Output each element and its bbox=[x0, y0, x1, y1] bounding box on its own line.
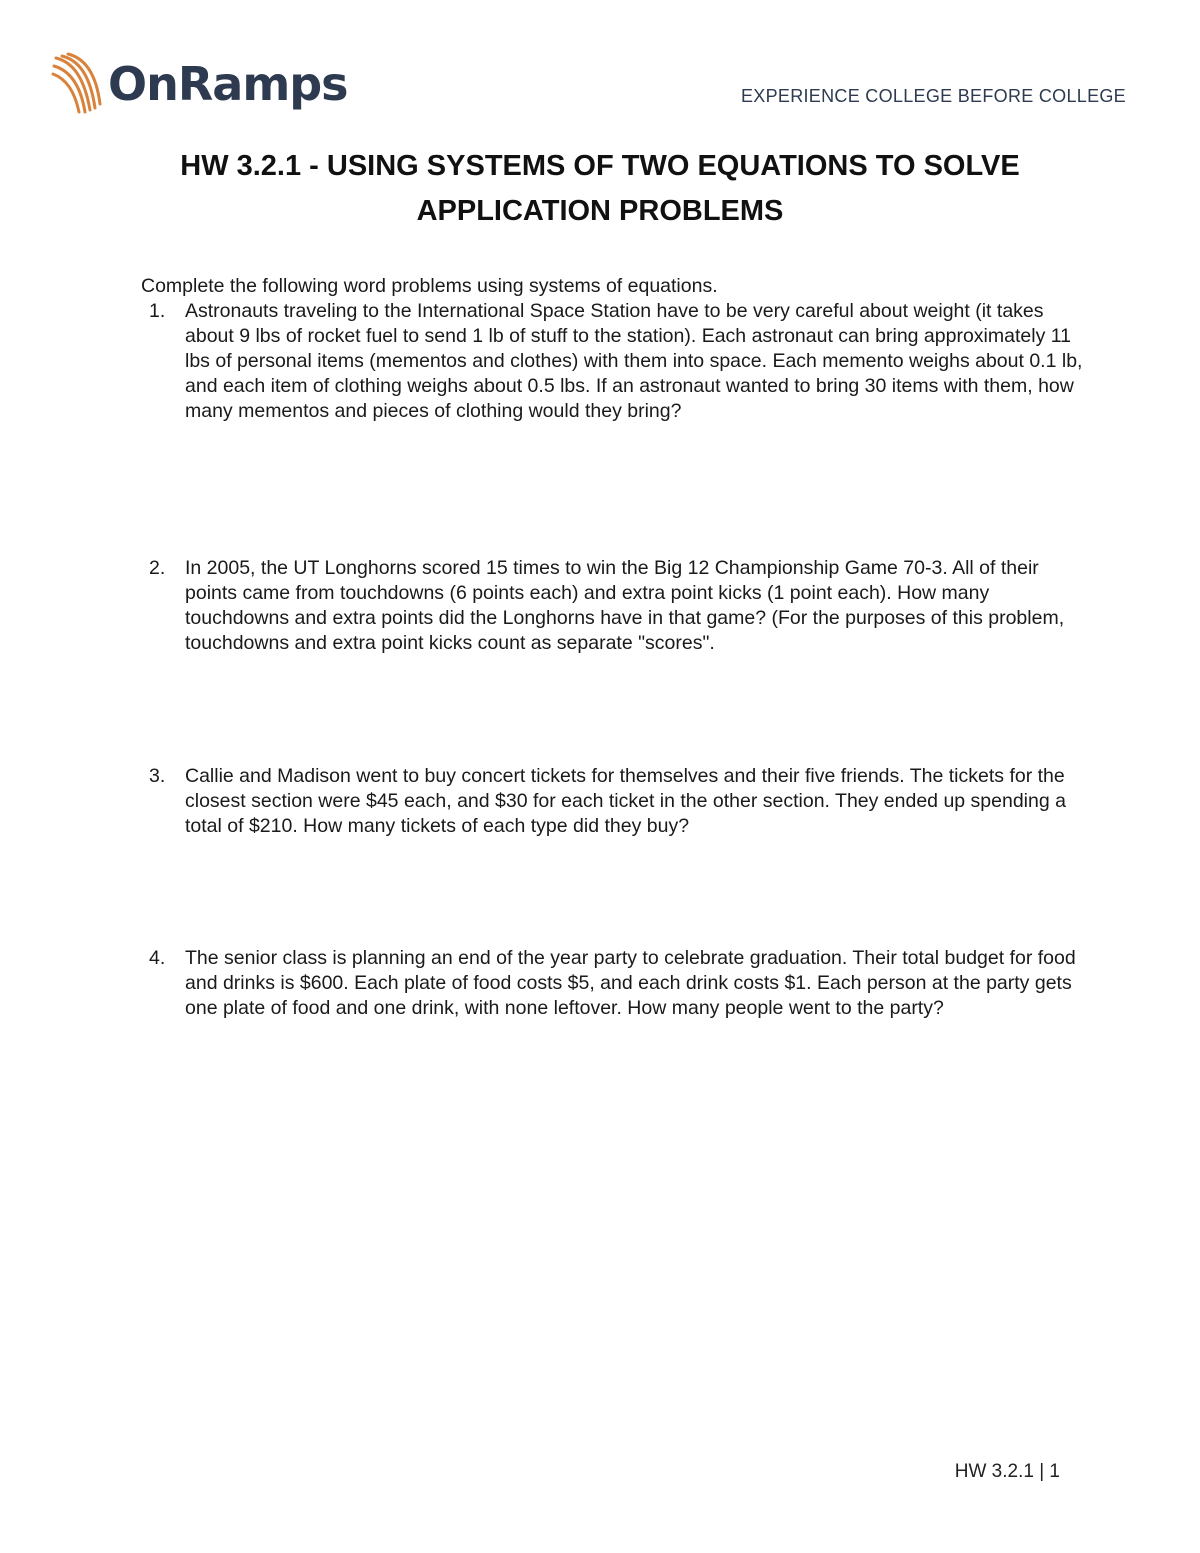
problem-text: Astronauts traveling to the International Space Station have to be very careful about weight (it takes about 9 lbs of rocket fuel to send 1 lb of stuff to the station). Each astronaut can bring approximately 11 lbs of personal items (mementos and clothes) with them into space. Each memento weighs about 0.1 lb, and each item of clothing weighs about 0.5 lbs. If an astronaut wanted to bring 30 items with them, how many mementos and pieces of clothing would they bring? bbox=[185, 300, 1083, 422]
header-tagline: EXPERIENCE COLLEGE BEFORE COLLEGE bbox=[740, 86, 1126, 106]
problem-text: The senior class is planning an end of the year party to celebrate graduation. Their total budget for food and drinks is $600. Each plate of food costs $5, and each drink costs $1. Each person at the party gets one plate of food and one drink, with none leftover. How many people went to the party? bbox=[185, 947, 1076, 1019]
page-title bbox=[100, 144, 1100, 234]
title-line-1: HW 3.2.1 - USING SYSTEMS OF TWO EQUATIONS TO SOLVE bbox=[180, 150, 1020, 182]
logo-text: OnRamps bbox=[108, 57, 348, 111]
title-line-2: APPLICATION PROBLEMS bbox=[416, 195, 784, 227]
onramps-logo bbox=[50, 48, 348, 120]
problem-number: 3. bbox=[149, 765, 166, 787]
instructions: Complete the following word problems using systems of equations. bbox=[141, 275, 718, 297]
problem-text: In 2005, the UT Longhorns scored 15 times to win the Big 12 Championship Game 70-3. All of their points came from touchdowns (6 points each) and extra point kicks (1 point each). How many touchdowns and extra points did the Longhorns have in that game? (For the purposes of this problem, touchdowns and extra point kicks count as separate "scores". bbox=[185, 557, 1065, 654]
problem-number: 4. bbox=[149, 947, 166, 969]
page-footer: HW 3.2.1 | 1 bbox=[954, 1461, 1060, 1482]
problem-number: 1. bbox=[149, 300, 166, 322]
onramps-logo-icon bbox=[50, 52, 102, 116]
problem-text: Callie and Madison went to buy concert tickets for themselves and their five friends. The tickets for the closest section were $45 each, and $30 for each ticket in the other section. They ended up spending a total of $210. How many tickets of each type did they buy? bbox=[185, 765, 1066, 837]
problem-number: 2. bbox=[149, 557, 166, 579]
